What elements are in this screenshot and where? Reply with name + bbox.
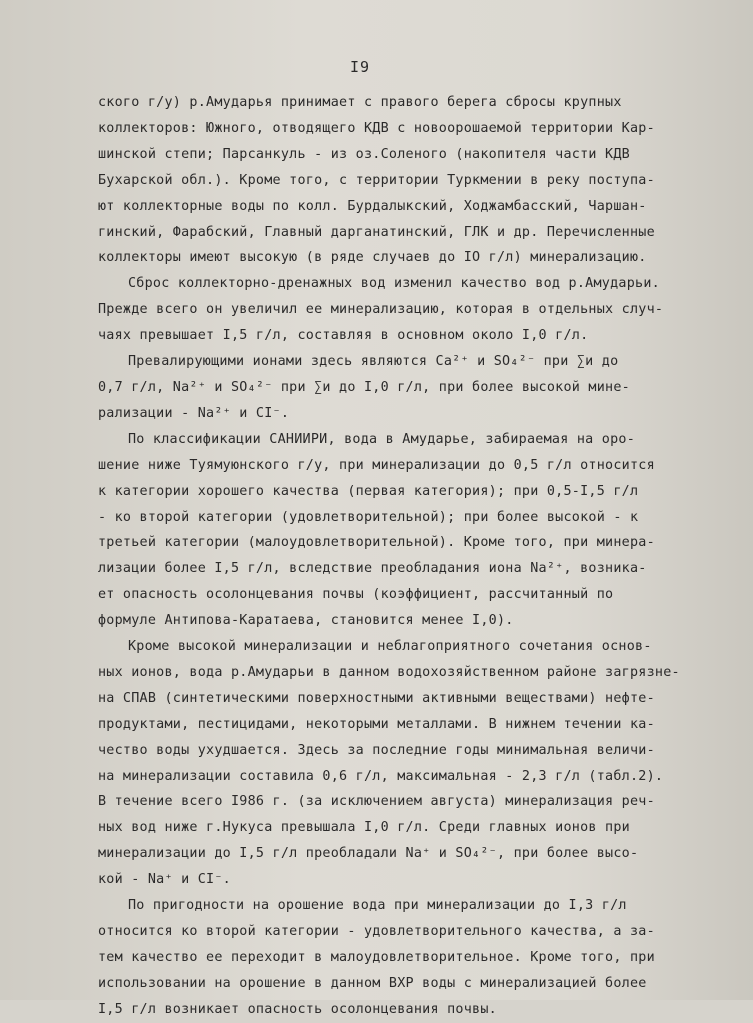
text-line: шинской степи; Парсанкуль - из оз.Соленого (накопителя части КДВ xyxy=(98,146,630,162)
text-line: третьей категории (малоудовлетворительной). Кроме того, при минера- xyxy=(98,535,655,551)
text-line: шение ниже Туямуюнского г/у, при минерализации до 0,5 г/л относится xyxy=(98,457,655,473)
text-line: Превалирующими ионами здесь являются Ca²⁺ и SO₄²⁻ при ∑и до xyxy=(128,354,619,370)
text-line: формуле Антипова-Каратаева, становится менее I,0). xyxy=(98,613,514,629)
text-line: минерализации до I,5 г/л преобладали Na⁺ и SO₄²⁻, при более высо- xyxy=(98,846,639,862)
text-line: использовании на орошение в данном ВХР воды с минерализацией более xyxy=(98,975,647,991)
text-line: тем качество ее переходит в малоудовлетворительное. Кроме того, при xyxy=(98,949,655,965)
text-line: По пригодности на орошение вода при минерализации до I,3 г/л xyxy=(128,898,627,914)
page-number: I9 xyxy=(350,58,371,76)
text-line: В течение всего I986 г. (за исключением августа) минерализация реч- xyxy=(98,794,655,810)
text-line: относится ко второй категории - удовлетворительного качества, а за- xyxy=(98,924,655,939)
text-line: чество воды ухудшается. Здесь за последние годы минимальная величи- xyxy=(98,742,655,758)
text-line: Бухарской обл.). Кроме того, с территории Туркмении в реку поступа- xyxy=(98,172,655,188)
text-line: коллекторы имеют высокую (в ряде случаев до IO г/л) минерализацию. xyxy=(98,250,647,266)
text-line: Прежде всего он увеличил ее минерализацию, которая в отдельных случ- xyxy=(98,302,664,318)
text-line: продуктами, пестицидами, некоторыми металлами. В нижнем течении ка- xyxy=(98,716,655,732)
text-line: кой - Na⁺ и CI⁻. xyxy=(98,872,231,888)
text-line: к категории хорошего качества (первая категория); при 0,5-I,5 г/л xyxy=(98,483,639,499)
text-line: ных ионов, вода р.Амударьи в данном водохозяйственном районе загрязне- xyxy=(98,664,680,680)
text-line: Сброс коллекторно-дренажных вод изменил качество вод р.Амударьи. xyxy=(128,276,660,292)
text-line: на СПАВ (синтетическими поверхностными активными веществами) нефте- xyxy=(98,690,655,706)
text-line: на минерализации составила 0,6 г/л, максимальная - 2,3 г/л (табл.2). xyxy=(98,768,664,784)
text-line: гинский, Фарабский, Главный дарганатинский, ГЛК и др. Перечисленные xyxy=(98,224,655,240)
text-line: I,5 г/л возникает опасность осолонцевания почвы. xyxy=(98,1001,497,1017)
text-line: Кроме высокой минерализации и неблагоприятного сочетания основ- xyxy=(128,639,652,655)
text-line: 0,7 г/л, Na²⁺ и SO₄²⁻ при ∑и до I,0 г/л, при более высокой мине- xyxy=(98,379,630,395)
text-line: ет опасность осолонцевания почвы (коэффициент, рассчитанный по xyxy=(98,587,614,603)
text-line: лизации более I,5 г/л, вследствие преобладания иона Na²⁺, возника- xyxy=(98,561,647,577)
text-line: По классификации САНИИРИ, вода в Амударье, забираемая на оро- xyxy=(128,431,636,447)
text-line: - ко второй категории (удовлетворительной); при более высокой - к xyxy=(98,509,639,525)
text-line: ют коллекторные воды по колл. Бурдалыкский, Ходжамбасский, Чаршан- xyxy=(98,198,647,214)
text-line: рализации - Na²⁺ и CI⁻. xyxy=(98,405,290,421)
text-line: коллекторов: Южного, отводящего КДВ с новоорошаемой территории Кар- xyxy=(98,120,655,136)
text-line: ных вод ниже г.Нукуса превышала I,0 г/л. Среди главных ионов при xyxy=(98,820,630,836)
body-text xyxy=(98,90,698,1023)
text-line: чаях превышает I,5 г/л, составляя в основном около I,0 г/л. xyxy=(98,328,589,344)
text-line: ского г/у) р.Амударья принимает с правого берега сбросы крупных xyxy=(98,95,622,110)
